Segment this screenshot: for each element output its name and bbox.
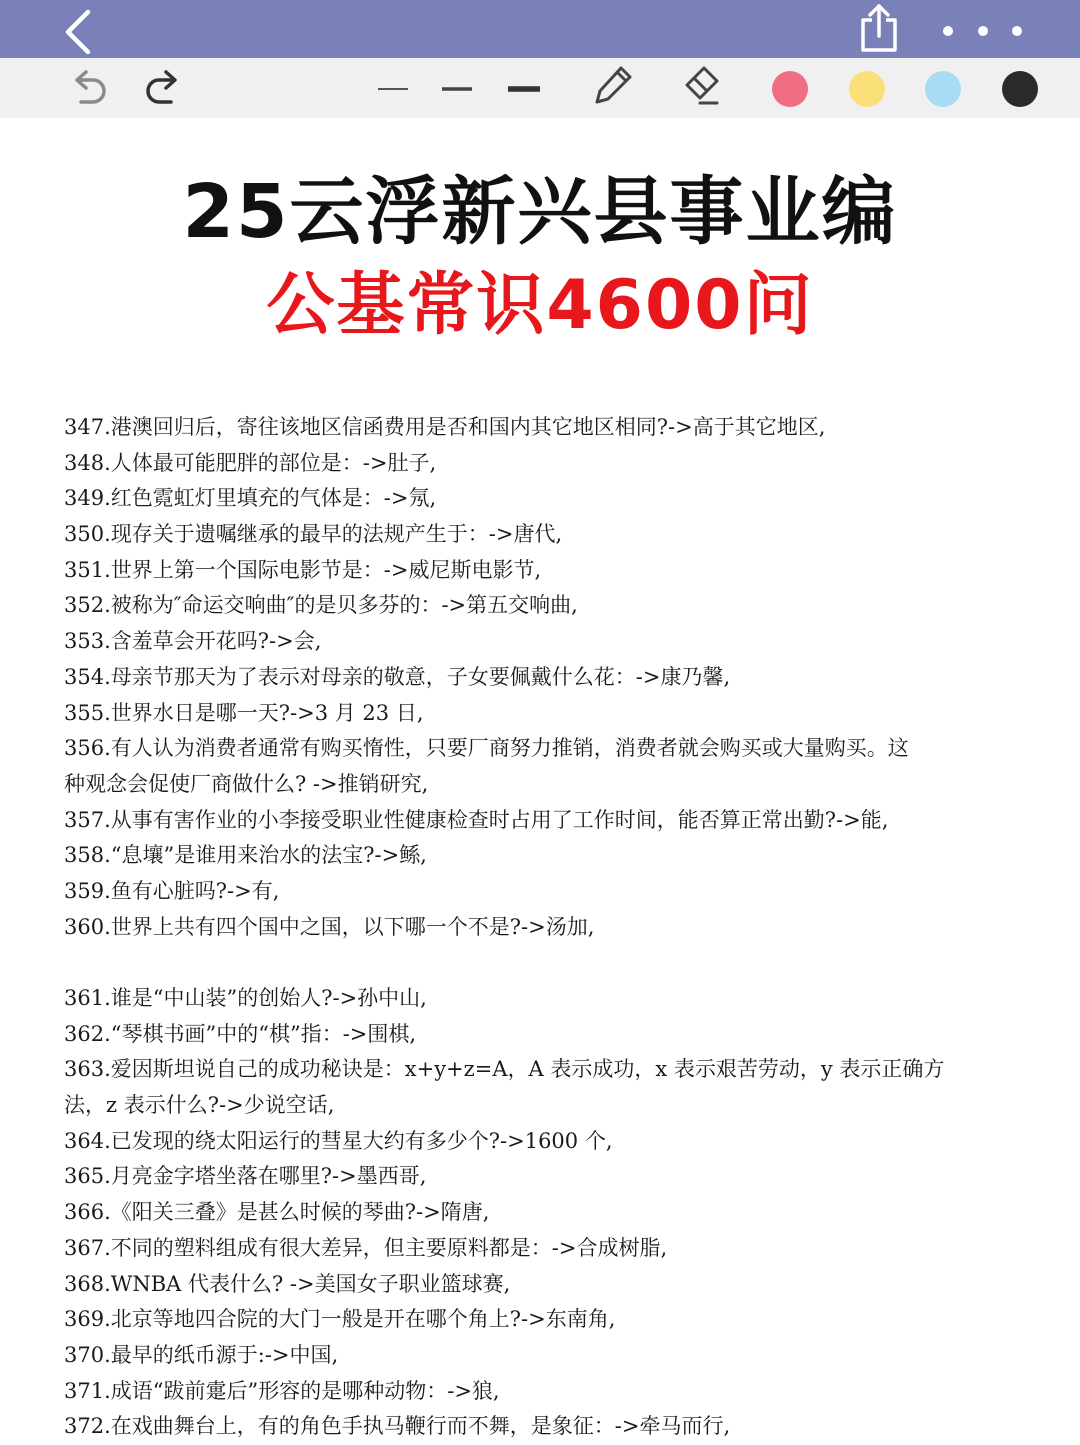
medium-line-icon[interactable] bbox=[440, 58, 474, 118]
color-swatch-yellow[interactable] bbox=[849, 71, 885, 107]
thick-line-icon[interactable] bbox=[506, 58, 542, 118]
color-swatch-black[interactable] bbox=[1002, 71, 1038, 107]
qa-line: 368.WNBA 代表什么? ->美国女子职业篮球赛, bbox=[64, 1271, 511, 1296]
qa-line: 372.在戏曲舞台上，有的角色手执马鞭行而不舞，是象征：->牵马而行, bbox=[64, 1414, 731, 1439]
qa-line: 371.成语“跋前疐后”形容的是哪种动物：->狼, bbox=[64, 1378, 500, 1403]
qa-line: 362.“琴棋书画”中的“棋”指：->围棋, bbox=[64, 1021, 417, 1046]
qa-line: 364.已发现的绕太阳运行的彗星大约有多少个?->1600 个, bbox=[64, 1128, 613, 1153]
qa-line: 369.北京等地四合院的大门一般是开在哪个角上?->东南角, bbox=[64, 1307, 616, 1332]
qa-line: 347.港澳回归后，寄往该地区信函费用是否和国内其它地区相同?->高于其它地区, bbox=[64, 415, 826, 439]
qa-line: 367.不同的塑料组成有很大差异，但主要原料都是：->合成树脂, bbox=[64, 1235, 668, 1260]
pencil-icon[interactable] bbox=[592, 58, 636, 118]
qa-line: 365.月亮金字塔坐落在哪里?->墨西哥, bbox=[64, 1164, 427, 1189]
qa-line: 361.谁是“中山装”的创始人?->孙中山, bbox=[64, 986, 427, 1010]
color-swatch-pink[interactable] bbox=[772, 71, 808, 107]
blank-line bbox=[64, 945, 1024, 981]
qa-line: 法，z 表示什么?->少说空话, bbox=[64, 1093, 335, 1118]
qa-line: 349.红色霓虹灯里填充的气体是：->氖, bbox=[64, 486, 437, 511]
color-swatch-blue[interactable] bbox=[925, 71, 961, 107]
qa-line: 370.最早的纸币源于:->中国, bbox=[64, 1342, 339, 1367]
page-title: 25云浮新兴县事业编 bbox=[182, 169, 898, 255]
undo-icon[interactable] bbox=[66, 58, 110, 118]
qa-line: 350.现存关于遗嘱继承的最早的法规产生于：->唐代, bbox=[64, 522, 563, 547]
qa-line: 356.有人认为消费者通常有购买惰性，只要厂商努力推销，消费者就会购买或大量购买。这 bbox=[64, 736, 909, 761]
qa-line: 355.世界水日是哪一天?->3 月 23 日, bbox=[64, 700, 424, 725]
eraser-icon[interactable] bbox=[680, 58, 724, 118]
drawing-toolbar bbox=[0, 58, 1080, 118]
qa-line: 358.“息壤”是谁用来治水的法宝?->鲧, bbox=[64, 843, 427, 868]
qa-line: 352.被称为″命运交响曲″的是贝多芬的：->第五交响曲, bbox=[64, 593, 578, 618]
qa-line: 363.爱因斯坦说自己的成功秘诀是：x+y+z=A，A 表示成功，x 表示艰苦劳动，y 表示正确方 bbox=[64, 1057, 945, 1082]
qa-line: 357.从事有害作业的小李接受职业性健康检查时占用了工作时间，能否算正常出勤?->能, bbox=[64, 807, 889, 832]
share-icon[interactable] bbox=[856, 2, 902, 54]
qa-line: 353.含羞草会开花吗?->会, bbox=[64, 629, 322, 654]
chevron-left-icon[interactable] bbox=[54, 6, 102, 54]
qa-line: 351.世界上第一个国际电影节是：->威尼斯电影节, bbox=[64, 557, 542, 582]
qa-line: 354.母亲节那天为了表示对母亲的敬意，子女要佩戴什么花：->康乃馨, bbox=[64, 664, 731, 689]
more-horizontal-icon[interactable] bbox=[936, 14, 1032, 48]
thin-line-icon[interactable] bbox=[376, 58, 410, 118]
qa-line: 360.世界上共有四个国中之国，以下哪一个不是?->汤加, bbox=[64, 914, 595, 939]
qa-line: 366.《阳关三叠》是甚么时候的琴曲?->隋唐, bbox=[64, 1200, 490, 1225]
top-bar bbox=[0, 0, 1080, 58]
redo-icon[interactable] bbox=[142, 58, 186, 118]
qa-line: 348.人体最可能肥胖的部位是：->肚子, bbox=[64, 450, 437, 475]
qa-line: 359.鱼有心脏吗?->有, bbox=[64, 878, 280, 903]
qa-list bbox=[64, 410, 1024, 1445]
qa-line: 种观念会促使厂商做什么? ->推销研究, bbox=[64, 771, 429, 796]
page-subtitle: 公基常识4600问 bbox=[266, 266, 814, 345]
